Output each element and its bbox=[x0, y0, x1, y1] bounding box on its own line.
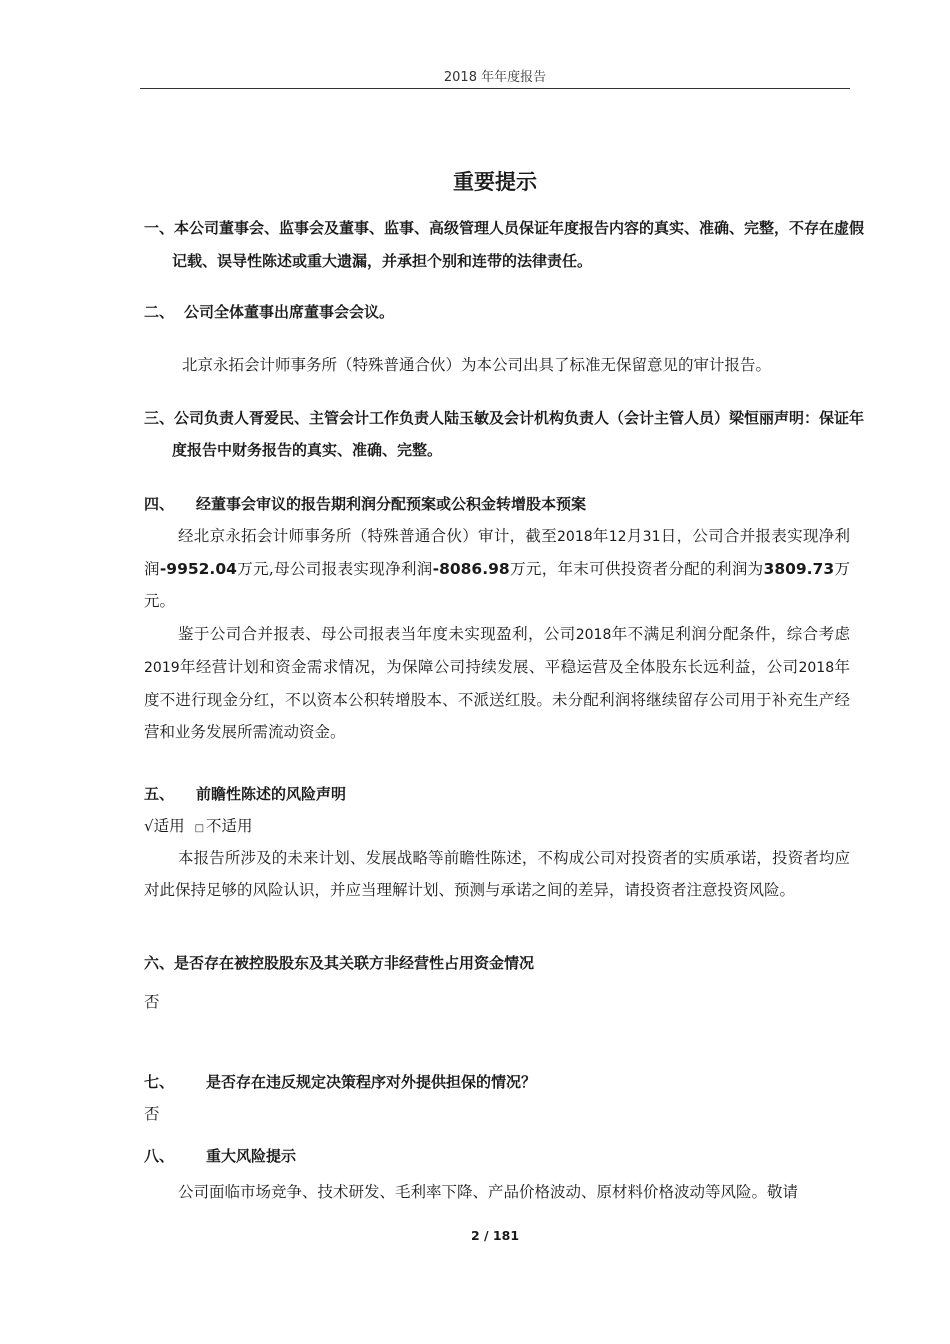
section-4-heading bbox=[144, 488, 850, 520]
p1-text-4: 日，公司合并报表实现净利润 bbox=[144, 527, 850, 578]
p1-text-5: 万元,母公司报表实现净利润 bbox=[236, 560, 433, 578]
p1-text-2: 年 bbox=[592, 527, 609, 545]
section-8-body: 公司面临市场竞争、技术研发、毛利率下降、产品价格波动、原材料价格波动等风险。敬请 bbox=[178, 1183, 799, 1201]
section-2-text: 公司全体董事出席董事会会议。 bbox=[184, 303, 395, 321]
p1-text-1: 经北京永拓会计师事务所（特殊普通合伙）审计，截至 bbox=[178, 527, 557, 545]
section-3-text: 公司负责人胥爱民、主管会计工作负责人陆玉敏及会计机构负责人（会计主管人员）梁恒丽声明：保证年度报告中财务报告的真实、准确、完整。 bbox=[172, 409, 865, 459]
p1-text-3: 月 bbox=[626, 527, 643, 545]
section-7-label: 七、 bbox=[144, 1073, 175, 1091]
section-4-text: 经董事会审议的报告期利润分配预案或公积金转增股本预案 bbox=[196, 495, 587, 513]
section-4-paragraph-2 bbox=[144, 618, 850, 748]
applicability-row bbox=[144, 810, 850, 845]
section-5-text: 前瞻性陈述的风险声明 bbox=[196, 785, 347, 803]
section-6-heading bbox=[144, 947, 850, 979]
section-7-answer: 否 bbox=[144, 1105, 160, 1123]
section-4-paragraph-1 bbox=[144, 520, 850, 617]
section-2-label: 二、 bbox=[144, 303, 175, 321]
p1-text-6: 万元，年末可供投资者分配的利润为 bbox=[509, 560, 764, 578]
parent-net-profit: -8086.98 bbox=[432, 560, 510, 578]
header-divider bbox=[140, 88, 850, 89]
page-number: 2 / 181 bbox=[470, 1228, 520, 1243]
p2-year-1: 2018 bbox=[575, 627, 612, 643]
section-3 bbox=[144, 402, 878, 466]
section-1-label: 一、 bbox=[144, 219, 175, 237]
p2-year-3: 2018 bbox=[798, 660, 835, 676]
page-title: 重要提示 bbox=[453, 170, 537, 194]
p1-text-7: 万元。 bbox=[144, 560, 850, 610]
section-4-label: 四、 bbox=[144, 495, 175, 513]
section-8-text: 重大风险提示 bbox=[206, 1147, 297, 1165]
p2-year-2: 2019 bbox=[144, 660, 180, 676]
report-header-title: 2018 年年度报告 bbox=[443, 70, 547, 85]
consolidated-net-profit: -9952.04 bbox=[159, 560, 237, 578]
not-applicable-label: 不适用 bbox=[206, 817, 253, 835]
section-6-label: 六、 bbox=[144, 954, 175, 972]
section-8-heading bbox=[144, 1140, 850, 1172]
section-5-heading bbox=[144, 778, 850, 810]
audit-date-day: 31 bbox=[642, 529, 661, 545]
section-7-heading bbox=[144, 1066, 850, 1098]
p2-text-1: 鉴于公司合并报表、母公司报表当年度未实现盈利，公司 bbox=[178, 625, 576, 643]
p2-text-2: 年不满足利润分配条件，综合考虑 bbox=[611, 625, 850, 643]
section-5-label: 五、 bbox=[144, 785, 175, 803]
distributable-profit: 3809.73 bbox=[763, 560, 835, 578]
applicable-label: 适用 bbox=[153, 817, 185, 835]
section-3-label: 三、 bbox=[144, 409, 175, 427]
section-6-answer: 否 bbox=[144, 993, 160, 1011]
section-1 bbox=[144, 212, 878, 278]
section-5-body: 本报告所涉及的未来计划、发展战略等前瞻性陈述，不构成公司对投资者的实质承诺，投资者均应对此保持足够的风险认识，并应当理解计划、预测与承诺之间的差异，请投资者注意投资风险。 bbox=[144, 849, 850, 899]
section-2-heading bbox=[144, 296, 850, 328]
empty-checkbox-icon: □ bbox=[194, 823, 205, 834]
section-6-text: 是否存在被控股股东及其关联方非经营性占用资金情况 bbox=[174, 954, 535, 972]
section-7-text: 是否存在违反规定决策程序对外提供担保的情况？ bbox=[206, 1073, 537, 1091]
audit-date-year: 2018 bbox=[557, 529, 593, 545]
section-2-body: 北京永拓会计师事务所（特殊普通合伙）为本公司出具了标准无保留意见的审计报告。 bbox=[182, 356, 772, 374]
p2-text-3: 年经营计划和资金需求情况，为保障公司持续发展、平稳运营及全体股东长远利益，公司 bbox=[179, 658, 799, 676]
section-1-text: 本公司董事会、监事会及董事、监事、高级管理人员保证年度报告内容的真实、准确、完整，不存在虚假记载、误导性陈述或重大遗漏，并承担个别和连带的法律责任。 bbox=[172, 219, 865, 270]
audit-date-month: 12 bbox=[608, 529, 627, 545]
section-8-label: 八、 bbox=[144, 1147, 175, 1165]
p2-text-4: 年度不进行现金分红，不以资本公积转增股本、不派送红股。未分配利润将继续留存公司用于补充生产经营和业务发展所需流动资金。 bbox=[144, 658, 850, 741]
checkmark-icon: √ bbox=[144, 817, 154, 835]
